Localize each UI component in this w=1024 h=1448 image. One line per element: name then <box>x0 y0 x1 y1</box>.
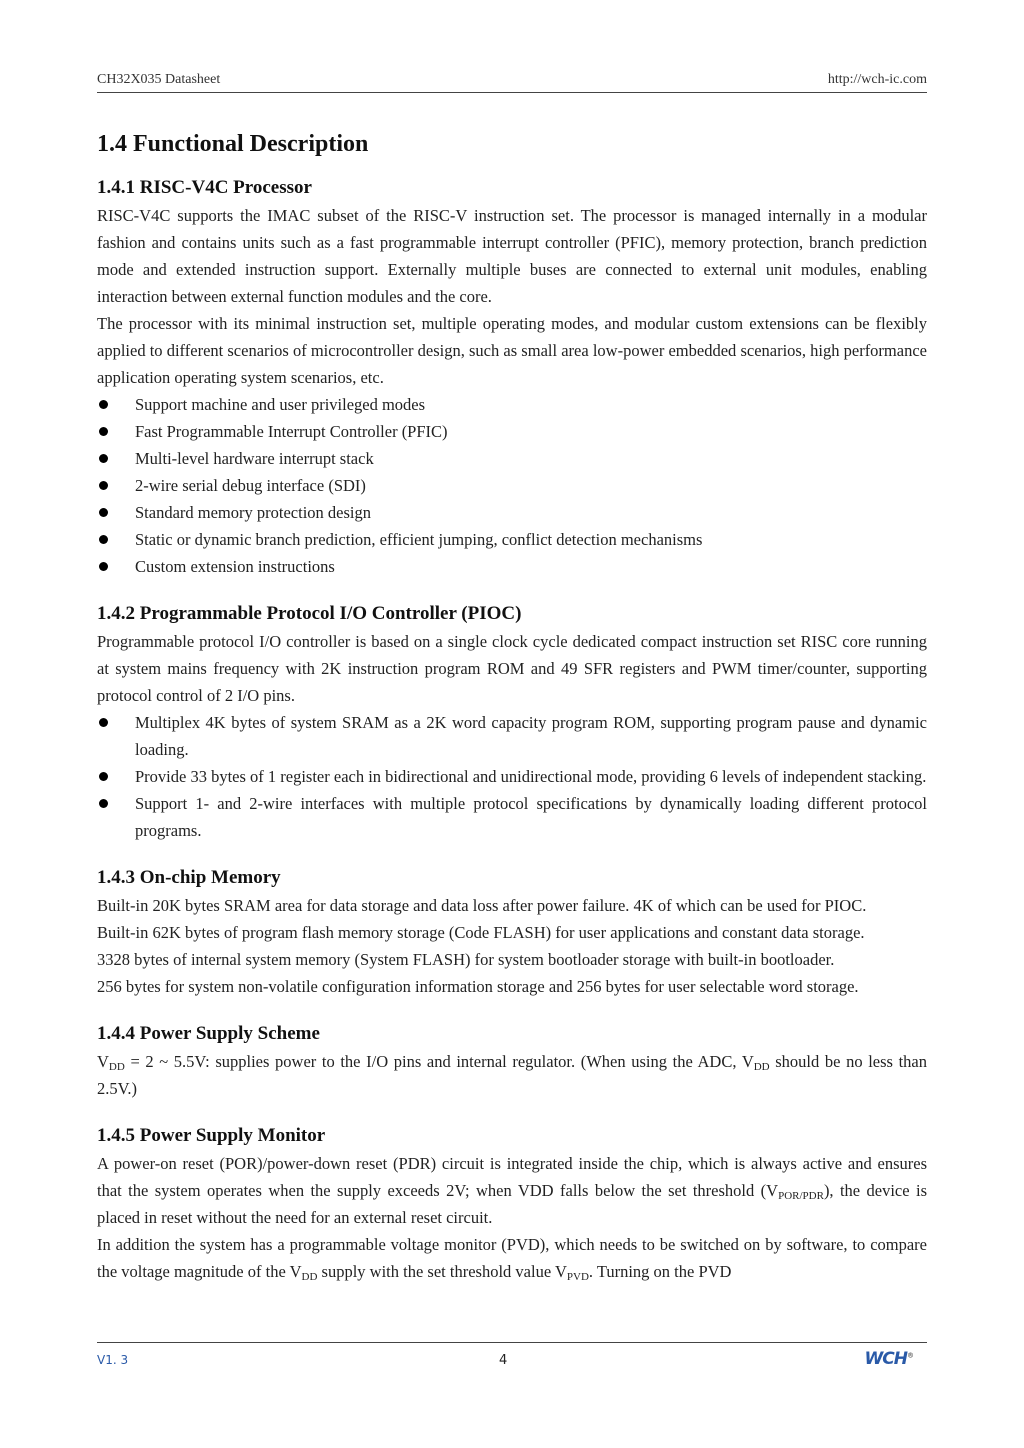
paragraph: 256 bytes for system non-volatile configuration information storage and 256 bytes for user selectable word storage. <box>97 977 859 996</box>
bullet-icon <box>99 799 108 808</box>
list-item-text: Support 1- and 2-wire interfaces with multiple protocol specifications by dynamically loading different protocol programs. <box>135 794 927 840</box>
symbol-v: V <box>289 1262 302 1281</box>
symbol-v: V <box>741 1052 754 1071</box>
page-number: 4 <box>499 1353 508 1368</box>
bullet-list <box>97 391 927 580</box>
bullet-icon <box>99 535 108 544</box>
wch-logo <box>865 1349 913 1369</box>
text-run: supply with the set threshold value <box>317 1262 555 1281</box>
section-heading: 1.4.4 Power Supply Scheme <box>97 1023 320 1044</box>
section-heading: 1.4.5 Power Supply Monitor <box>97 1125 326 1146</box>
list-item <box>97 391 927 418</box>
paragraph: Built-in 20K bytes SRAM area for data storage and data loss after power failure. 4K of which can be used for PIOC. <box>97 896 867 915</box>
section-heading: 1.4.1 RISC-V4C Processor <box>97 177 312 198</box>
list-item <box>97 418 927 445</box>
bullet-icon <box>99 400 108 409</box>
paragraph <box>97 1231 927 1285</box>
subscript-por-pdr: POR/PDR <box>778 1190 824 1202</box>
list-item <box>97 445 927 472</box>
section-power-supply-monitor <box>97 1122 927 1285</box>
subscript-pvd: PVD <box>566 1271 589 1283</box>
bullet-icon <box>99 508 108 517</box>
text-run: = 2 ~ 5.5V: supplies power to the I/O pins and internal regulator. (When using the ADC, <box>124 1052 742 1071</box>
subscript-dd: DD <box>753 1061 770 1073</box>
list-item <box>97 763 927 790</box>
page-footer <box>97 1342 927 1373</box>
paragraph: The processor with its minimal instruction set, multiple operating modes, and modular custom extensions can be flexibly applied to different scenarios of microcontroller design, such as small area low-power embedded scenarios, high performance application operating system scenarios, etc. <box>97 314 927 387</box>
subscript-dd: DD <box>108 1061 125 1073</box>
bullet-icon <box>99 562 108 571</box>
list-item-text: Provide 33 bytes of 1 register each in bidirectional and unidirectional mode, providing 6 levels of independent stacking. <box>135 767 927 786</box>
header-doc-title: CH32X035 Datasheet <box>97 72 221 87</box>
symbol-v: V <box>766 1181 779 1200</box>
list-item-text: Multiplex 4K bytes of system SRAM as a 2K word capacity program ROM, supporting program pause and dynamic loading. <box>135 713 927 759</box>
registered-mark: ® <box>907 1351 913 1360</box>
list-item <box>97 526 927 553</box>
paragraph <box>97 1048 927 1102</box>
list-item <box>97 709 927 763</box>
symbol-v: V <box>97 1052 109 1071</box>
bullet-icon <box>99 772 108 781</box>
section-heading: 1.4.2 Programmable Protocol I/O Controller (PIOC) <box>97 603 522 624</box>
text-run: In addition the system has a programmable voltage monitor (PVD), which needs to be switched on by software, to compare the voltage magnitude of the <box>97 1235 927 1281</box>
section-risc-v4c <box>97 174 927 580</box>
section-heading: 1.4.3 On-chip Memory <box>97 867 281 888</box>
list-item <box>97 790 927 844</box>
list-item-text: Multi-level hardware interrupt stack <box>135 449 374 468</box>
list-item-text: Standard memory protection design <box>135 503 371 522</box>
paragraph: 3328 bytes of internal system memory (System FLASH) for system bootloader storage with built-in bootloader. <box>97 950 835 969</box>
list-item <box>97 499 927 526</box>
bullet-list <box>97 709 927 844</box>
bullet-icon <box>99 454 108 463</box>
list-item <box>97 472 927 499</box>
page-header <box>97 72 927 93</box>
section-on-chip-memory <box>97 864 927 1000</box>
version-label: V1. 3 <box>97 1353 129 1367</box>
text-run: A power-on reset (POR)/power-down reset (PDR) circuit is integrated inside the chip, which is always active and ensures that the system operates when the supply exceeds 2V; when VDD falls below the set threshold ( <box>97 1154 927 1200</box>
bullet-icon <box>99 718 108 727</box>
list-item-text: Static or dynamic branch prediction, efficient jumping, conflict detection mechanisms <box>135 530 703 549</box>
paragraph: RISC-V4C supports the IMAC subset of the RISC-V instruction set. The processor is managed internally in a modular fashion and contains units such as a fast programmable interrupt controller (PFIC), memory protection, branch prediction mode and extended instruction support. Externally multiple buses are connected to external unit modules, enabling interaction between external function modules and the core. <box>97 206 927 306</box>
paragraph: Programmable protocol I/O controller is based on a single clock cycle dedicated compact instruction set RISC core running at system mains frequency with 2K instruction program ROM and 49 SFR registers and PWM timer/counter, supporting protocol control of 2 I/O pins. <box>97 632 927 705</box>
list-item-text: 2-wire serial debug interface (SDI) <box>135 476 366 495</box>
page-content <box>97 128 927 1305</box>
list-item-text: Support machine and user privileged modes <box>135 395 426 414</box>
bullet-icon <box>99 481 108 490</box>
header-url[interactable]: http://wch-ic.com <box>827 72 927 87</box>
bullet-icon <box>99 427 108 436</box>
list-item-text: Custom extension instructions <box>135 557 335 576</box>
section-title: 1.4 Functional Description <box>97 131 369 157</box>
list-item <box>97 553 927 580</box>
logo-text: WCH <box>864 1349 907 1369</box>
section-pioc <box>97 600 927 844</box>
symbol-v: V <box>554 1262 567 1281</box>
section-power-supply-scheme <box>97 1020 927 1102</box>
list-item-text: Fast Programmable Interrupt Controller (PFIC) <box>135 422 448 441</box>
text-run: should be no less than 2.5V.) <box>97 1052 927 1098</box>
paragraph <box>97 1150 927 1231</box>
paragraph: Built-in 62K bytes of program flash memory storage (Code FLASH) for user applications and constant data storage. <box>97 923 865 942</box>
text-run: ), the device is placed in reset without the need for an external reset circuit. <box>97 1181 927 1227</box>
subscript-dd: DD <box>301 1271 318 1283</box>
text-run: . Turning on the PVD <box>588 1262 732 1281</box>
